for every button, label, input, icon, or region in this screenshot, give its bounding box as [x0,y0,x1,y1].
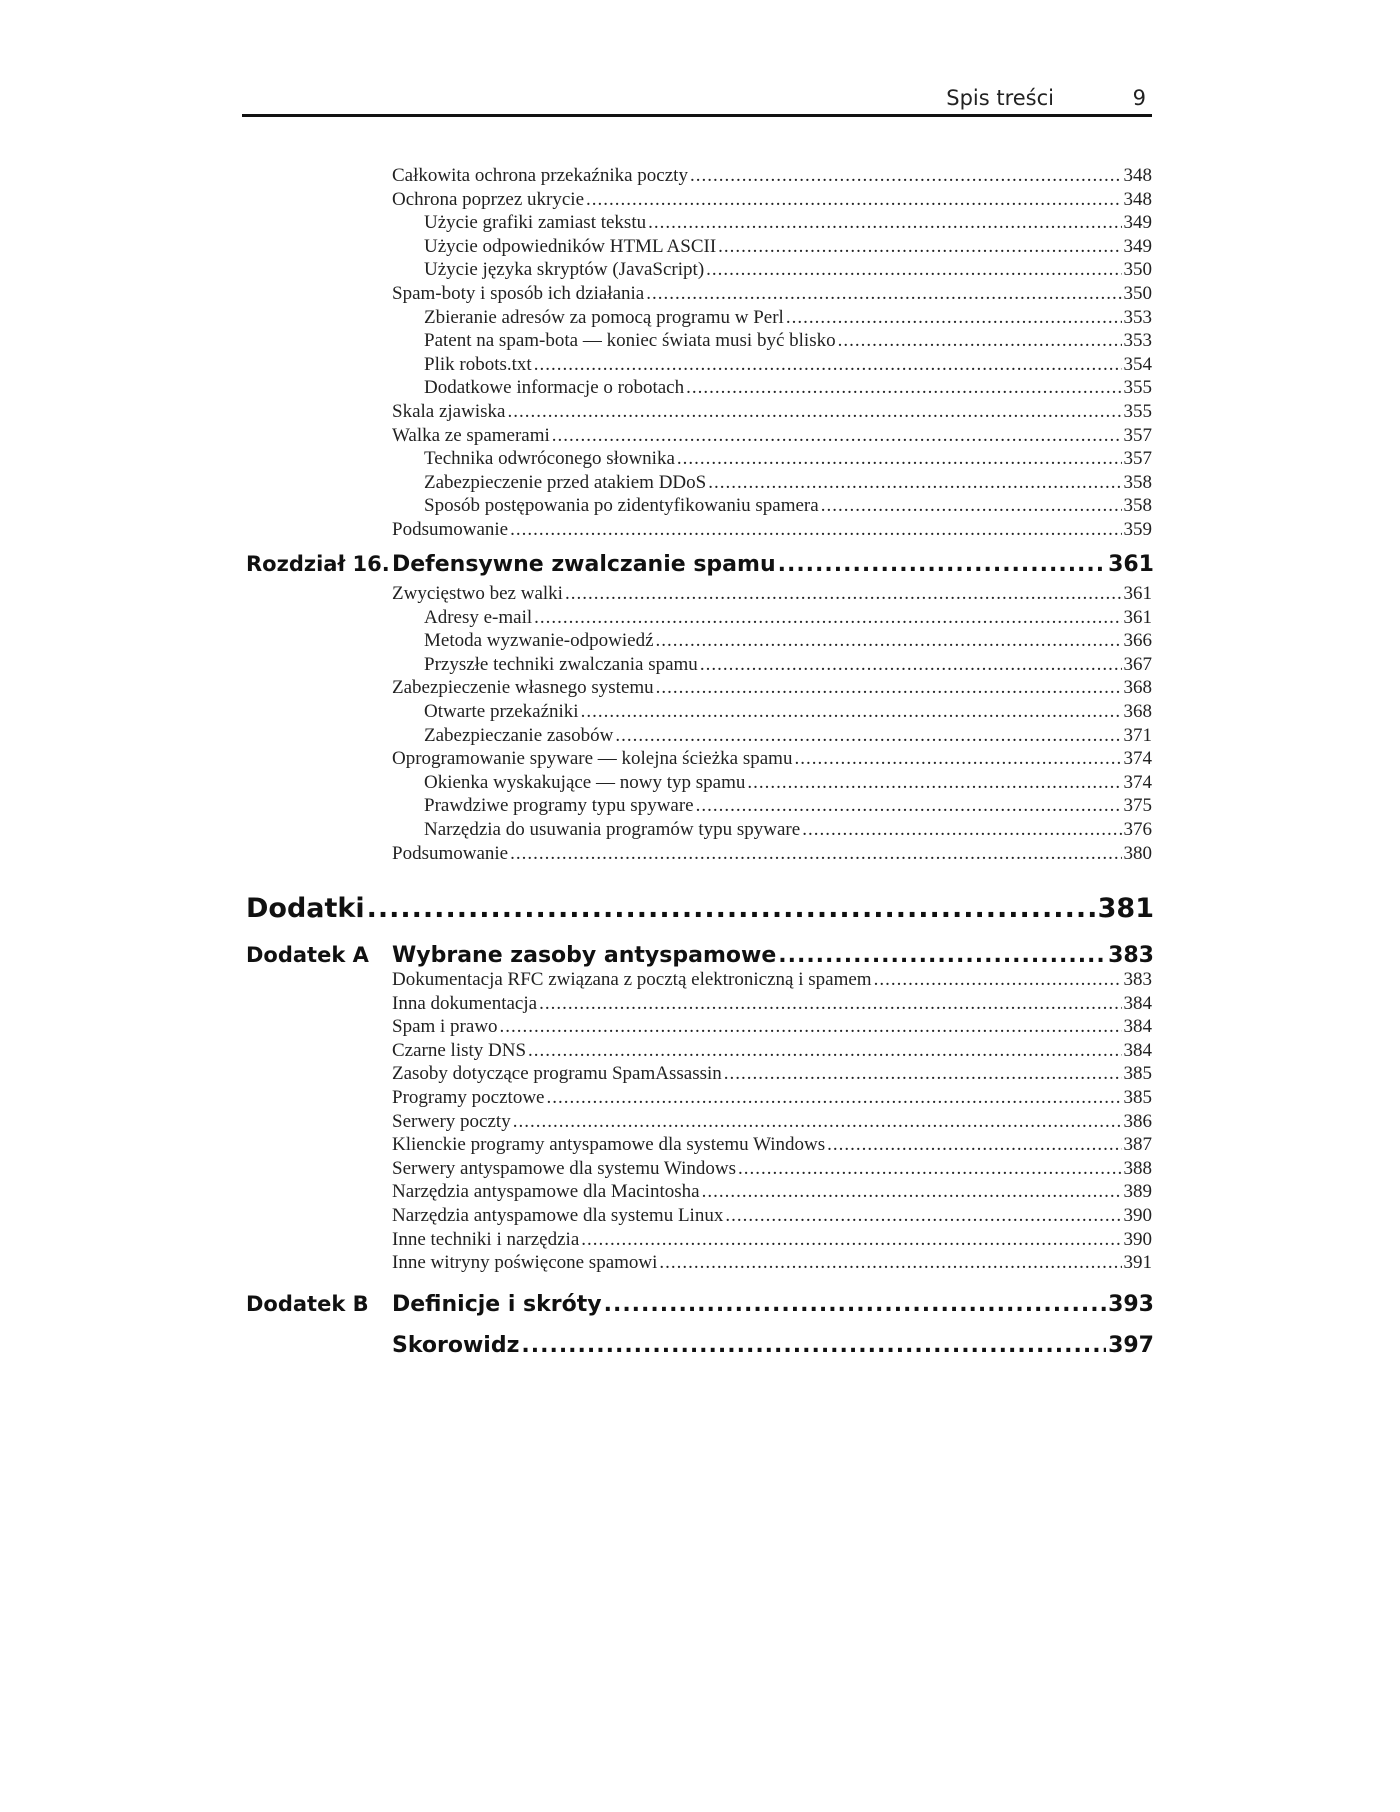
toc-entry[interactable] [424,447,1152,471]
toc-entry-title: Całkowita ochrona przekaźnika poczty [392,165,688,186]
toc-entry-title: Zwycięstwo bez walki [392,583,563,604]
dot-leader [534,353,1122,377]
dot-leader [747,771,1121,795]
dot-leader [586,188,1121,212]
dot-leader [604,1292,1106,1317]
toc-entry[interactable] [392,1133,1152,1157]
toc-entry[interactable] [392,1157,1152,1181]
toc-entry[interactable] [424,700,1152,724]
toc-entry[interactable] [424,353,1152,377]
running-header-title: Spis treści [946,86,1054,110]
dot-leader [874,968,1122,992]
toc-entry-page: 355 [1123,377,1152,399]
toc-entry-page: 385 [1123,1063,1152,1085]
dot-leader [821,494,1122,518]
chapter-16-entry[interactable] [246,552,1154,577]
index-page: 397 [1108,1333,1154,1358]
toc-entry-page: 383 [1123,969,1152,990]
toc-entry-page: 388 [1123,1157,1152,1179]
toc-entry-page: 374 [1123,771,1152,793]
toc-entry[interactable] [392,1039,1152,1063]
dot-leader [690,164,1122,188]
index-entry[interactable] [392,1333,1154,1358]
part-dodatki-title: Dodatki [246,893,365,924]
dot-leader [510,518,1121,542]
toc-entry-page: 355 [1123,401,1152,422]
dot-leader [718,235,1121,259]
dot-leader [656,629,1122,653]
part-dodatki-page: 381 [1097,893,1154,924]
dot-leader [738,1157,1122,1181]
toc-entry-page: 358 [1123,495,1152,517]
dot-leader [724,1062,1122,1086]
toc-entry[interactable] [392,424,1152,448]
dot-leader [565,582,1122,606]
toc-entry-title: Czarne listy DNS [392,1039,527,1061]
toc-entry[interactable] [392,164,1152,188]
toc-entry-page: 348 [1123,165,1152,186]
toc-entry-title: Metoda wyzwanie-odpowiedź [424,630,654,652]
toc-entry-page: 386 [1123,1110,1152,1132]
toc-entry-title: Zabezpieczenie przed atakiem DDoS [424,471,707,493]
dot-leader [659,1251,1121,1275]
dot-leader [827,1133,1121,1157]
toc-entry[interactable] [392,1204,1152,1228]
dot-leader [581,700,1122,724]
toc-entry-title: Narzędzia do usuwania programów typu spyware [424,819,801,840]
toc-entry[interactable] [424,258,1152,282]
dot-leader [677,447,1122,471]
toc-entry-page: 384 [1123,992,1152,1014]
toc-entry-title: Inne techniki i narzędzia [392,1228,580,1250]
toc-entry-page: 368 [1123,701,1152,722]
toc-entry[interactable] [392,1228,1152,1252]
toc-entry-title: Zabezpieczanie zasobów [424,724,614,746]
toc-entry-page: 354 [1123,353,1152,375]
dot-leader [696,794,1122,818]
toc-entry[interactable] [392,747,1152,771]
dot-leader [367,893,1096,924]
dot-leader [615,724,1121,748]
toc-entry[interactable] [424,235,1152,259]
toc-entry-title: Plik robots.txt [424,353,532,375]
toc-entry-page: 368 [1123,677,1152,699]
toc-entry-title: Dokumentacja RFC związana z pocztą elektroniczną i spamem [392,969,872,990]
toc-entry[interactable] [392,1062,1152,1086]
appendix-a-entry[interactable] [246,943,1154,968]
dot-leader [686,376,1121,400]
appendix-b-label: Dodatek B [246,1292,369,1316]
dot-leader [802,818,1121,842]
toc-entry-title: Podsumowanie [392,519,509,540]
toc-entry[interactable] [392,968,1152,992]
toc-entry[interactable] [424,724,1152,748]
dot-leader [656,676,1122,700]
toc-entry[interactable] [392,582,1152,606]
dot-leader [702,1180,1122,1204]
dot-leader [539,992,1121,1016]
toc-entry-title: Zabezpieczenie własnego systemu [392,677,654,699]
toc-entry-page: 350 [1123,283,1152,304]
toc-entry[interactable] [392,400,1152,424]
dot-leader [521,1333,1106,1358]
toc-entry-page: 387 [1123,1134,1152,1156]
toc-entry-title: Okienka wyskakujące — nowy typ spamu [424,771,746,793]
toc-entry[interactable] [424,211,1152,235]
dot-leader [646,282,1121,306]
toc-entry[interactable] [392,842,1152,866]
toc-entry-title: Narzędzia antyspamowe dla systemu Linux [392,1205,724,1226]
toc-entry[interactable] [392,1180,1152,1204]
appendix-a-title: Wybrane zasoby antyspamowe [392,943,777,968]
dot-leader [778,943,1106,968]
toc-entry-page: 384 [1123,1016,1152,1038]
toc-entry-title: Otwarte przekaźniki [424,701,579,722]
dot-leader [510,842,1121,866]
toc-entry-page: 391 [1123,1252,1152,1274]
toc-entry-title: Prawdziwe programy typu spyware [424,795,694,817]
toc-entry-title: Dodatkowe informacje o robotach [424,377,685,399]
chapter-16-label: Rozdział 16. [246,552,390,576]
toc-entry-page: 380 [1123,842,1152,864]
toc-entry[interactable] [424,629,1152,653]
toc-entry-title: Ochrona poprzez ukrycie [392,188,585,210]
toc-entry-page: 359 [1123,519,1152,540]
toc-entry[interactable] [424,818,1152,842]
toc-entry-page: 353 [1123,306,1152,328]
toc-entry-title: Podsumowanie [392,842,509,864]
toc-entry-page: 357 [1123,424,1152,446]
toc-entry-title: Programy pocztowe [392,1087,545,1108]
toc-entry-page: 366 [1123,630,1152,652]
dot-leader [706,258,1121,282]
appendix-b-entry[interactable] [246,1292,1154,1317]
appendix-a-page: 383 [1108,943,1154,968]
toc-entry-page: 348 [1123,188,1152,210]
toc-entry[interactable] [424,471,1152,495]
chapter-16-page: 361 [1108,552,1154,577]
appendix-b-title: Definicje i skróty [392,1292,602,1317]
running-header-page-number: 9 [1132,86,1146,110]
toc-entry-title: Adresy e-mail [424,606,533,628]
toc-entry[interactable] [392,282,1152,306]
toc-entry-page: 361 [1123,606,1152,628]
toc-entry-title: Serwery antyspamowe dla systemu Windows [392,1157,736,1179]
dot-leader [838,329,1122,353]
toc-entry-title: Walka ze spamerami [392,424,550,446]
page-header [242,84,1152,117]
toc-entry-page: 390 [1123,1205,1152,1226]
dot-leader [648,211,1121,235]
toc-entry[interactable] [424,494,1152,518]
part-dodatki-entry[interactable] [246,893,1154,924]
dot-leader [725,1204,1121,1228]
toc-entry[interactable] [392,1251,1152,1275]
toc-entry[interactable] [392,518,1152,542]
dot-leader [778,552,1106,577]
toc-entry-title: Przyszłe techniki zwalczania spamu [424,653,698,675]
toc-entry-page: 349 [1123,235,1152,257]
toc-entry[interactable] [424,794,1152,818]
dot-leader [581,1228,1121,1252]
dot-leader [507,400,1121,424]
toc-entry-page: 376 [1123,819,1152,840]
toc-entry-title: Inna dokumentacja [392,992,538,1014]
toc-entry-page: 349 [1123,212,1152,234]
toc-entry[interactable] [392,676,1152,700]
toc-entry-title: Oprogramowanie spyware — kolejna ścieżka spamu [392,748,793,770]
toc-entry[interactable] [424,329,1152,353]
toc-entry-title: Użycie grafiki zamiast tekstu [424,212,647,234]
toc-entry-title: Użycie języka skryptów (JavaScript) [424,259,705,281]
toc-entry-page: 371 [1123,724,1152,746]
toc-entry-page: 390 [1123,1228,1152,1250]
toc-entry-title: Użycie odpowiedników HTML ASCII [424,235,717,257]
toc-entry-title: Serwery poczty [392,1110,511,1132]
index-title: Skorowidz [392,1333,520,1358]
dot-leader [500,1015,1122,1039]
dot-leader [528,1039,1121,1063]
toc-entry[interactable] [424,771,1152,795]
toc-entry-title: Zbieranie adresów za pomocą programu w Perl [424,306,784,328]
toc-entry-title: Sposób postępowania po zidentyfikowaniu spamera [424,495,819,517]
toc-entry-page: 374 [1123,748,1152,770]
dot-leader [700,653,1122,677]
toc-entry-page: 353 [1123,330,1152,352]
appendix-b-page: 393 [1108,1292,1154,1317]
toc-entry-page: 367 [1123,653,1152,675]
chapter-16-title: Defensywne zwalczanie spamu [392,552,776,577]
toc-entry-title: Inne witryny poświęcone spamowi [392,1252,658,1274]
toc-entry[interactable] [392,188,1152,212]
toc-entry-title: Klienckie programy antyspamowe dla systemu Windows [392,1134,826,1156]
dot-leader [708,471,1121,495]
toc-entry[interactable] [424,606,1152,630]
dot-leader [546,1086,1121,1110]
dot-leader [794,747,1121,771]
toc-entry-page: 385 [1123,1087,1152,1108]
toc-entry-page: 358 [1123,471,1152,493]
toc-entry[interactable] [392,1015,1152,1039]
dot-leader [513,1110,1122,1134]
toc-entry-title: Spam i prawo [392,1016,498,1038]
toc-entry-title: Skala zjawiska [392,401,506,422]
toc-entry-page: 357 [1123,448,1152,470]
toc-entry-title: Narzędzia antyspamowe dla Macintosha [392,1181,700,1203]
toc-entry[interactable] [424,653,1152,677]
toc-entry-title: Spam-boty i sposób ich działania [392,283,645,304]
toc-entry-page: 375 [1123,795,1152,817]
toc-entry[interactable] [392,1110,1152,1134]
toc-entry[interactable] [424,306,1152,330]
toc-entry-page: 361 [1123,583,1152,604]
toc-entry-title: Zasoby dotyczące programu SpamAssassin [392,1063,722,1085]
toc-entry-title: Technika odwróconego słownika [424,448,675,470]
toc-entry[interactable] [424,376,1152,400]
toc-entry[interactable] [392,992,1152,1016]
toc-entry-page: 350 [1123,259,1152,281]
dot-leader [552,424,1122,448]
toc-entry-title: Patent na spam-bota — koniec świata musi być blisko [424,330,836,352]
dot-leader [786,306,1122,330]
appendix-a-label: Dodatek A [246,943,369,967]
toc-entry[interactable] [392,1086,1152,1110]
toc-entry-page: 389 [1123,1181,1152,1203]
dot-leader [534,606,1121,630]
toc-entry-page: 384 [1123,1039,1152,1061]
